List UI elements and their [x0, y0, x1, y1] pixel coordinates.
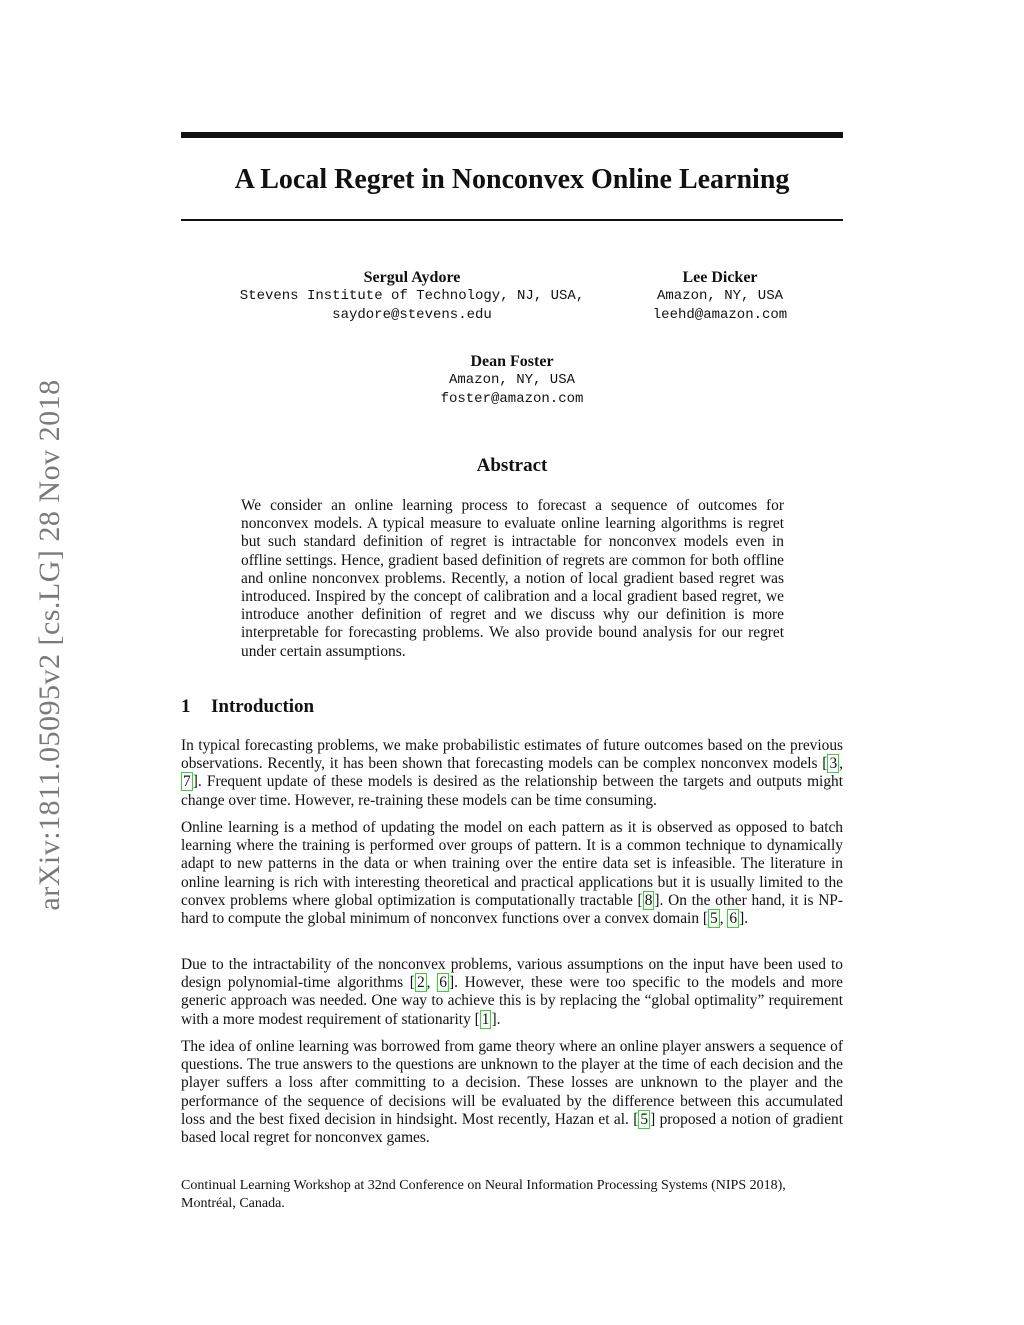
citation-link[interactable]: 5 — [640, 1110, 649, 1128]
footnote — [181, 1177, 851, 1212]
author-email[interactable]: saydore@stevens.edu — [332, 307, 492, 323]
paragraph-3 — [181, 956, 843, 1029]
author-email[interactable]: foster@amazon.com — [440, 391, 584, 407]
paragraph-text: ]. Frequent update of these models is desired as the relationship between the targets and outputs might change over time. However, re-training these models can be time consuming. — [181, 773, 843, 809]
author-block-3 — [387, 352, 637, 409]
author-affiliation: Amazon, NY, USA — [656, 288, 784, 304]
citation-link[interactable]: 5 — [710, 910, 718, 928]
author-name: Dean Foster — [470, 353, 554, 370]
author-affiliation: Amazon, NY, USA — [448, 372, 576, 388]
arxiv-identifier: arXiv:1811.05095v2 [cs.LG] 28 Nov 2018 — [33, 379, 66, 911]
paragraph-text: In typical forecasting problems, we make probabilistic estimates of future outcomes based on the previous observations. Recently, it has been shown that forecasting models can be complex nonconvex models [ — [181, 737, 843, 773]
citation-link[interactable]: 6 — [439, 974, 447, 992]
citation-link[interactable]: 2 — [416, 974, 425, 992]
section-title: Introduction — [211, 696, 315, 717]
paper-title: A Local Regret in Nonconvex Online Learning — [234, 164, 790, 195]
author-affiliation: Stevens Institute of Technology, NJ, USA, — [239, 288, 585, 304]
footnote-line: Continual Learning Workshop at 32nd Conference on Neural Information Processing Systems (NIPS 2018), — [181, 1178, 786, 1193]
abstract-heading: Abstract — [476, 455, 548, 476]
paragraph-text: ]. On the other hand, it is NP-hard to compute the global minimum of nonconvex functions over a convex domain [ — [181, 891, 843, 928]
paragraph-text: ]. — [491, 1010, 501, 1028]
footnote-line: Montréal, Canada. — [181, 1195, 285, 1211]
section-heading — [181, 695, 314, 719]
paragraph-4 — [181, 1038, 843, 1147]
title-bottom-rule — [181, 219, 843, 221]
section-number: 1 — [181, 696, 191, 717]
paragraph-text: ]. However, these were too specific to the models and more generic approach was needed. One way to achieve this is by replacing the “global optimality” requirement with a more modest requirement of stationarity [ — [181, 974, 843, 1028]
paragraph-text: ]. — [739, 910, 749, 928]
citation-link[interactable]: 7 — [183, 773, 191, 791]
citation-link[interactable]: 6 — [729, 910, 738, 928]
paragraph-text: Online learning is a method of updating the model on each pattern as it is observed as opposed to batch learning where the training is performed over groups of pattern. It is a common technique to dynamically adapt to new patterns in the data or when training over the entire data set is infeasible. The literature in online learning is rich with interesting theoretical and practical applications but it is usually limited to the convex problems where global optimization is computationally tractable [ — [181, 819, 843, 909]
paragraph-2 — [181, 819, 843, 928]
author-block-2 — [620, 268, 820, 325]
citation-link[interactable]: 8 — [644, 891, 653, 909]
paragraph-text: , — [426, 974, 438, 992]
abstract-text: We consider an online learning process to forecast a sequence of outcomes for nonconvex models. A typical measure to evaluate online learning algorithms is regret but such standard definition of regret is intractable for nonconvex models even in offline settings. Hence, gradient based definition of regrets are common for both offline and online nonconvex problems. Recently, a notion of local gradient based regret was introduced. Inspired by the concept of calibration and a local gradient based regret, we introduce another definition of regret and we discuss why our definition is more interpretable for forecasting problems. We also provide bound analysis for our regret under certain assumptions. — [241, 497, 784, 660]
paragraph-text: , — [719, 910, 728, 928]
author-block-1 — [212, 268, 612, 325]
paragraph-text: ] proposed a notion of gradient based local regret for nonconvex games. — [181, 1110, 843, 1147]
paragraph-text: , — [839, 755, 843, 773]
paragraph-text: The idea of online learning was borrowed from game theory where an online player answers a sequence of questions. The true answers to the questions are unknown to the player at the time of each decision and the player suffers a loss after committing to a decision. These losses are unknown to the player and the performance of the sequence of decisions will be evaluated by the difference between this accumulated loss and the best fixed decision in hindsight. Most recently, Hazan et al. [ — [181, 1038, 843, 1128]
paragraph-1 — [181, 737, 843, 810]
title-top-rule — [181, 132, 843, 138]
citation-link[interactable]: 1 — [481, 1010, 490, 1028]
author-name: Lee Dicker — [682, 269, 758, 286]
author-email[interactable]: leehd@amazon.com — [652, 307, 788, 323]
author-name: Sergul Aydore — [363, 269, 461, 286]
citation-link[interactable]: 3 — [829, 755, 838, 773]
paragraph-text: Due to the intractability of the nonconvex problems, various assumptions on the input have been used to design polynomial-time algorithms [ — [181, 956, 843, 992]
